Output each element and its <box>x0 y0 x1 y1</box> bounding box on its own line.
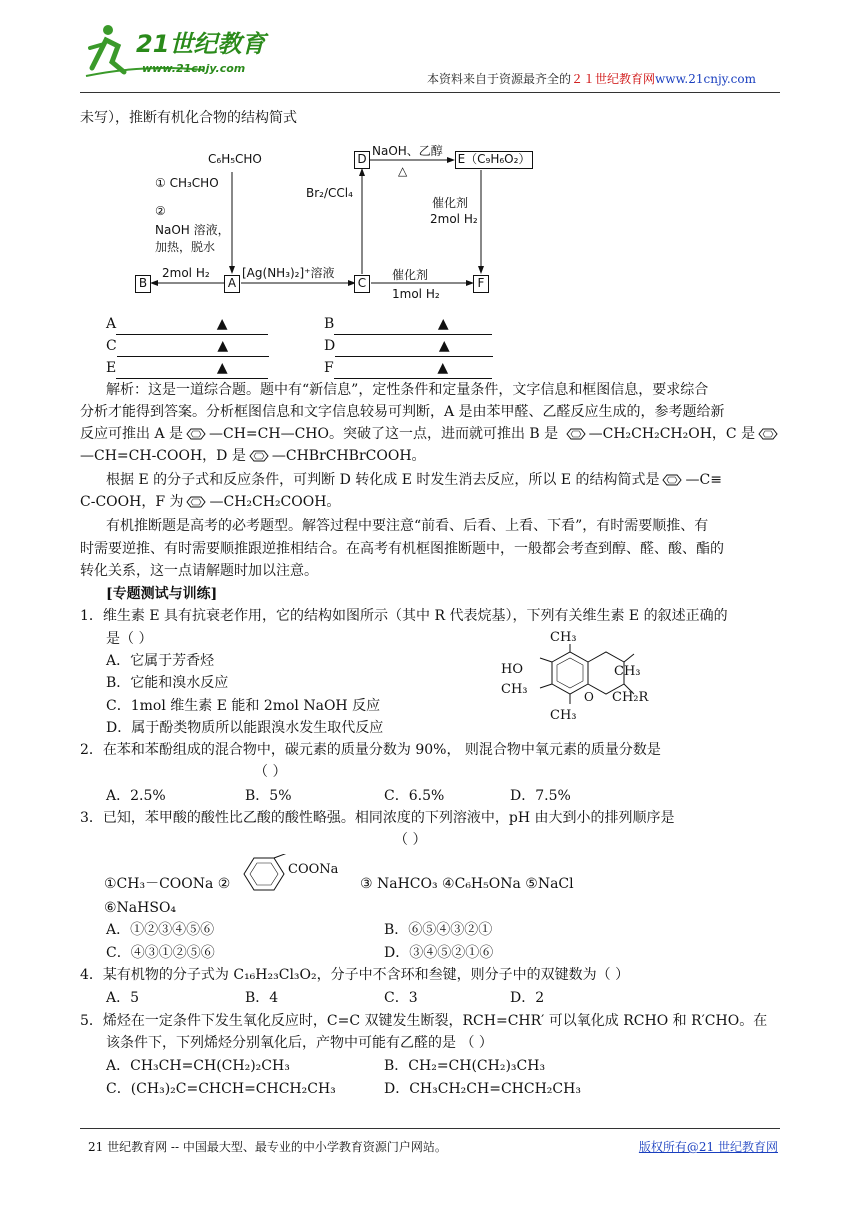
label-E-to-F-h2: 2mol H₂ <box>430 212 478 226</box>
q3-stem: 3．已知，苯甲酸的酸性比乙酸的酸性略强。相同浓度的下列溶液中，pH 由大到小的排列顺序是 <box>80 810 675 826</box>
label-E-to-F-catalyst: 催化剂 <box>432 196 469 210</box>
reagent-step2-heat: 加热，脱水 <box>155 240 216 254</box>
analysis-line-8: 时需要逆推、有时需要顺推跟逆推相结合。在高考有机框图推断题中，一般都会考查到醇、醛、酸、酯的 <box>80 541 724 557</box>
blank-E: E ▲ <box>106 358 268 379</box>
analysis-line-5: 根据 E 的分子式和反应条件，可判断 D 转化成 E 时发生消去反应，所以 E 的结构简式是 —C≡ <box>106 472 722 488</box>
analysis-line-1: 解析：这是一道综合题。题中有“新信息”，定性条件和定量条件，文字信息和框图信息，要求综合 <box>106 382 709 398</box>
label-C-to-D: Br₂/CCl₄ <box>306 186 353 200</box>
q5-option-c: C．(CH₃)₂C=CHCH=CHCH₂CH₃ <box>106 1081 336 1097</box>
q1-stem: 1．维生素 E 具有抗衰老作用，它的结构如图所示（其中 R 代表烷基），下列有关维生素 E 的叙述正确的 <box>80 608 728 624</box>
analysis-line-2: 分析才能得到答案。分析框图信息和文字信息较易可判断，A 是由苯甲醛、乙醛反应生成的，参考题给新 <box>80 404 725 420</box>
struct-o: O <box>584 690 594 704</box>
footer-copyright-link[interactable]: 版权所有@21 世纪教育网 <box>638 1140 778 1154</box>
q1-option-b: B．它能和溴水反应 <box>106 675 229 691</box>
box-B: B <box>135 275 151 293</box>
q4-option-a: A．5 <box>106 990 140 1006</box>
benzene-ring-icon <box>755 428 781 440</box>
box-D: D <box>354 151 370 169</box>
label-D-to-E-heat: △ <box>398 164 408 178</box>
q1-option-a: A．它属于芳香烃 <box>106 653 215 669</box>
box-A: A <box>224 275 240 293</box>
header-note: 本资料来自于资源最齐全的２１世纪教育网www.21cnjy.com <box>427 72 756 86</box>
struct-ch2r: CH₂R <box>612 690 649 705</box>
analysis-line-6: C-COOH，F 为 —CH₂CH₂COOH。 <box>80 494 341 510</box>
benzene-ring-icon <box>659 474 685 486</box>
svg-text:www.21cnjy.com: www.21cnjy.com <box>142 62 246 75</box>
benzene-ring-icon <box>246 450 272 462</box>
analysis-line-3: 反应可推出 A 是 —CH=CH—CHO。突破了这一点，进而就可推出 B 是 —CH₂CH₂CH₂OH，C 是 <box>80 424 781 444</box>
label-D-to-E: NaOH、乙醇 <box>372 144 443 158</box>
blank-A: A ▲ <box>106 314 268 335</box>
q2-option-b: B．5% <box>245 788 292 804</box>
q5-option-a: A．CH₃CH=CH(CH₂)₂CH₃ <box>106 1058 290 1074</box>
q3-item-6: ⑥NaHSO₄ <box>104 900 177 916</box>
q3-item-1: ①CH₃－COONa ② <box>104 876 231 892</box>
q4-option-d: D．2 <box>510 990 545 1006</box>
q5-stem: 5．烯烃在一定条件下发生氧化反应时，C=C 双键发生断裂，RCH=CHR′ 可以氧化成 RCHO 和 R′CHO。在 <box>80 1013 768 1029</box>
q5-stem-cont: 该条件下，下列烯烃分别氧化后，产物中可能有乙醛的是 （ ） <box>106 1035 493 1051</box>
q2-option-c: C．6.5% <box>384 788 445 804</box>
benzene-ring-icon <box>563 428 589 440</box>
q4-option-b: B．4 <box>245 990 279 1006</box>
blank-B: B ▲ <box>324 314 492 335</box>
intro-text: 未写），推断有机化合物的结构简式 <box>80 110 297 126</box>
q4-stem: 4．某有机物的分子式为 C₁₆H₂₃Cl₃O₂，分子中不含环和叁键，则分子中的双键数为（ ） <box>80 967 630 983</box>
q2-option-d: D．7.5% <box>510 788 571 804</box>
q3-item-2-label: COONa <box>288 862 339 877</box>
footer-text: 21 世纪教育网 -- 中国最大型、最专业的中小学教育资源门户网站。 <box>88 1140 447 1154</box>
q1-option-d: D．属于酚类物质所以能跟溴水发生取代反应 <box>106 720 384 736</box>
q2-stem: 2．在苯和苯酚组成的混合物中，碳元素的质量分数为 90%， 则混合物中氧元素的质量分数是 <box>80 742 661 758</box>
box-F: F <box>473 275 489 293</box>
box-E: E（C₉H₆O₂） <box>455 151 533 169</box>
footer-divider <box>80 1128 780 1129</box>
struct-ch3-left: CH₃ <box>501 682 528 697</box>
label-A-to-B: 2mol H₂ <box>162 266 210 280</box>
section-title: [专题测试与训练] <box>106 586 218 602</box>
struct-ho: HO <box>501 662 523 677</box>
q3-option-c: C．④③①②⑤⑥ <box>106 945 215 961</box>
reagent-step2-naoh: NaOH 溶液， <box>155 223 230 237</box>
q3-option-b: B．⑥⑤④③②① <box>384 922 493 938</box>
q2-paren: （ ） <box>254 764 287 780</box>
benzene-ring-icon <box>183 496 209 508</box>
analysis-line-4: —CH=CH-COOH，D 是 —CHBrCHBrCOOH。 <box>80 448 426 464</box>
q3-paren: （ ） <box>394 832 427 848</box>
q3-option-d: D．③④⑤②①⑥ <box>384 945 494 961</box>
struct-ch3-bottom: CH₃ <box>550 708 577 723</box>
q2-option-a: A．2.5% <box>106 788 166 804</box>
box-C: C <box>354 275 370 293</box>
diagram-arrows <box>0 0 860 320</box>
q3-item-3: ③ NaHCO₃ ④C₆H₅ONa ⑤NaCl <box>360 876 574 892</box>
struct-ch3-right: CH₃ <box>614 664 641 679</box>
q1-stem-cont: 是（ ） <box>106 631 153 647</box>
label-C-to-F-catalyst: 催化剂 <box>392 268 429 282</box>
reagent-benzaldehyde: C₆H₅CHO <box>208 152 262 166</box>
benzene-ring-icon <box>183 428 209 440</box>
analysis-line-7: 有机推断题是高考的必考题型。解答过程中要注意“前看、后看、上看、下看”，有时需要顺推、有 <box>106 518 709 534</box>
blank-D: D ▲ <box>324 336 493 357</box>
struct-ch3-top: CH₃ <box>550 630 577 645</box>
blank-C: C ▲ <box>106 336 269 357</box>
q4-option-c: C．3 <box>384 990 418 1006</box>
analysis-line-9: 转化关系，这一点请解题时加以注意。 <box>80 563 318 579</box>
label-A-to-C: [Ag(NH₃)₂]⁺溶液 <box>242 266 335 280</box>
svg-text:21世纪教育: 21世纪教育 <box>136 30 266 58</box>
q1-option-c: C．1mol 维生素 E 能和 2mol NaOH 反应 <box>106 698 381 714</box>
q3-option-a: A．①②③④⑤⑥ <box>106 922 215 938</box>
reagent-step1: ① CH₃CHO <box>155 176 219 190</box>
q5-option-d: D．CH₃CH₂CH=CHCH₂CH₃ <box>384 1081 581 1097</box>
label-C-to-F-h2: 1mol H₂ <box>392 287 440 301</box>
blank-F: F ▲ <box>324 358 492 379</box>
q5-option-b: B．CH₂=CH(CH₂)₃CH₃ <box>384 1058 546 1074</box>
reagent-step2: ② <box>155 204 166 218</box>
